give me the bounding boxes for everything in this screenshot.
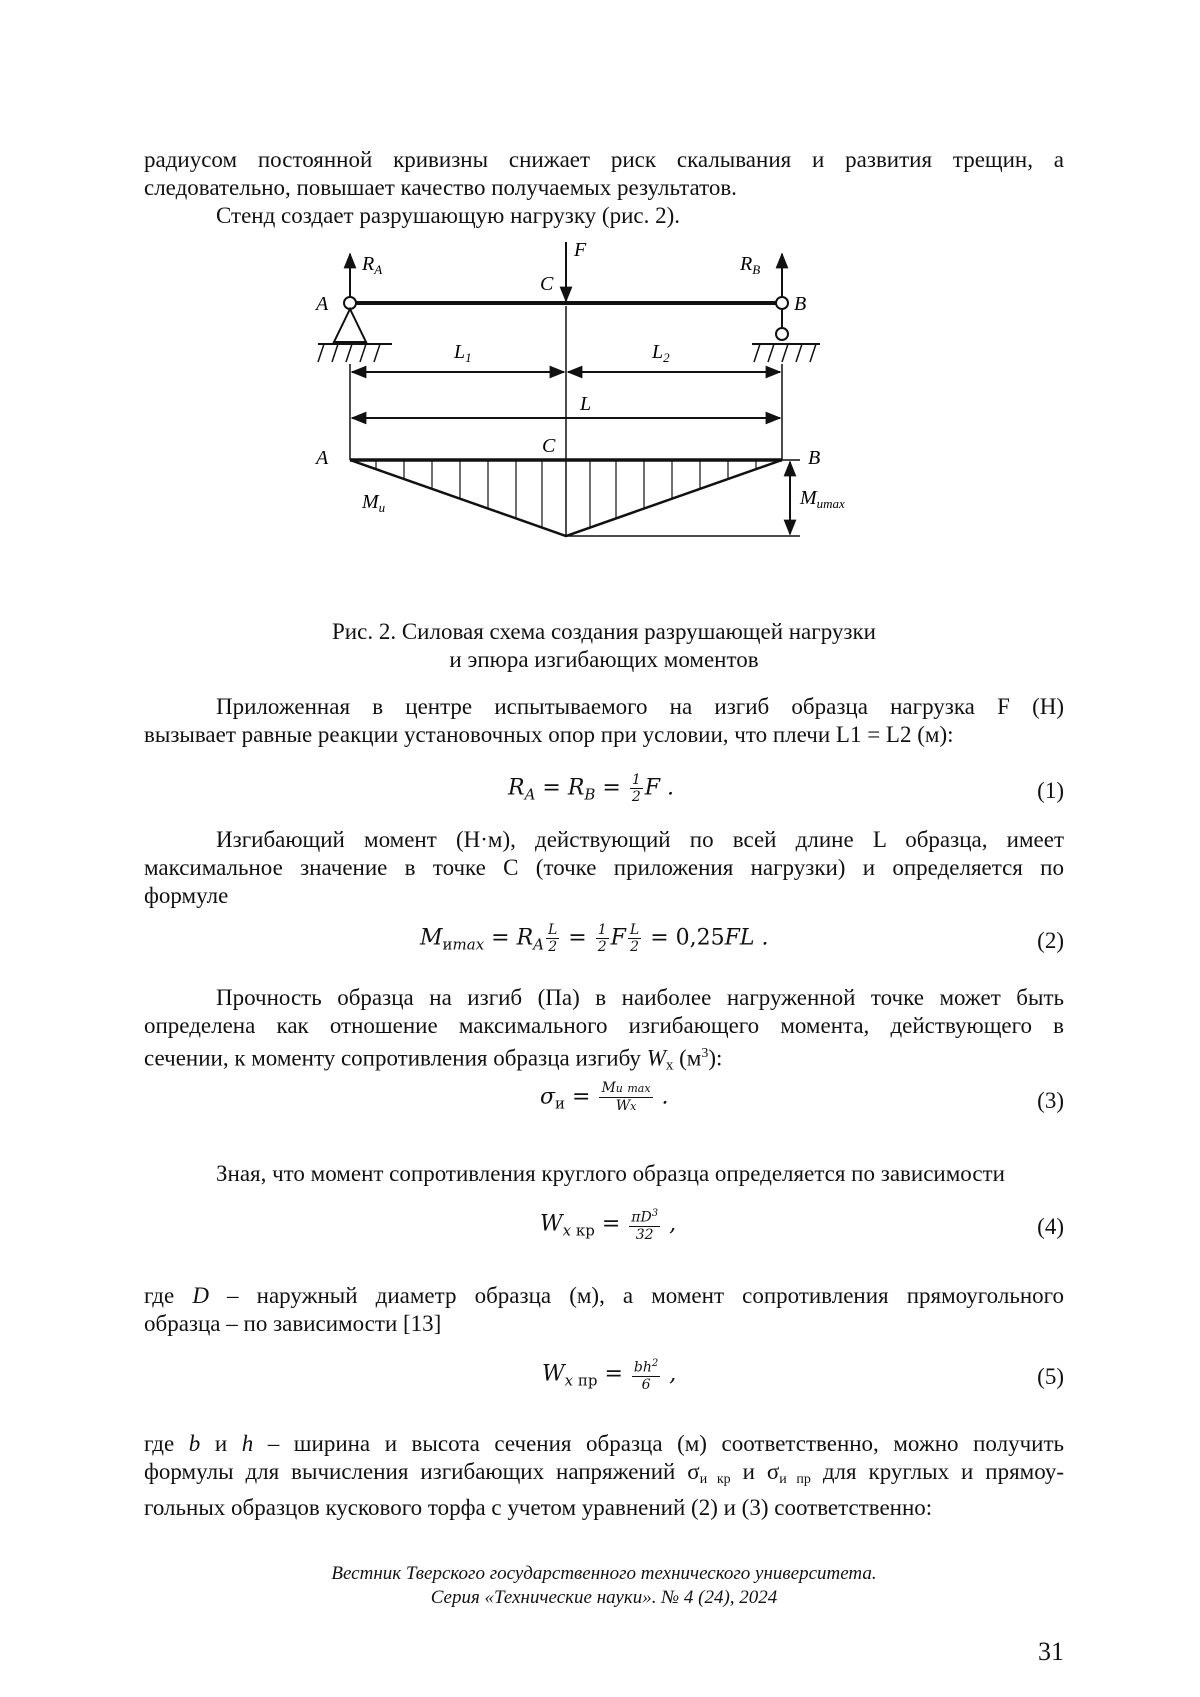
roller-b	[776, 328, 788, 340]
paragraph	[144, 693, 1064, 749]
label-a-bot: A	[316, 447, 329, 469]
caption-line: Рис. 2. Силовая схема создания разрушающей нагрузки	[332, 619, 876, 644]
label-l2: $L_2$	[652, 341, 670, 365]
text-line: формуле	[144, 883, 229, 908]
paragraph	[144, 1282, 1064, 1338]
equation-3	[144, 1080, 1064, 1126]
ground-hatch-a	[318, 344, 380, 362]
text-line: определена как отношение максимального изгибающего момента, действующего в	[144, 1013, 1064, 1038]
figure-caption	[144, 618, 1064, 674]
text-line: где b и h – ширина и высота сечения образца (м) соответственно, можно получить	[144, 1431, 1064, 1456]
equation-4	[144, 1206, 1064, 1252]
label-a-top: A	[316, 293, 329, 315]
equation-number: (3)	[1037, 1088, 1064, 1113]
label-ra: $R_A$	[362, 253, 383, 277]
equation-body: $W_x$ $_{пр}$ = $\frac{bh^2}{6}$ ,	[542, 1358, 677, 1393]
text-line: образца – по зависимости [13]	[144, 1311, 442, 1336]
label-b-top: B	[794, 293, 807, 315]
journal-footer	[144, 1562, 1064, 1610]
equation-body: $R_A = R_B$ = $\frac{1}{2}$ F .	[508, 772, 675, 805]
intro-paragraph	[144, 146, 1064, 230]
footer-line: Серия «Технические науки». № 4 (24), 2024	[430, 1587, 778, 1608]
footer-line: Вестник Тверского государственного технического университета.	[331, 1563, 877, 1584]
label-f: F	[574, 240, 587, 261]
caption-line: и эпюра изгибающих моментов	[449, 647, 759, 672]
equation-number: (5)	[1037, 1364, 1064, 1389]
label-mumax: $M_{иmax}$	[800, 487, 845, 511]
text-line: Прочность образца на изгиб (Па) в наиболее нагруженной точке может быть	[216, 985, 1064, 1010]
pin-b	[776, 297, 788, 309]
paragraph	[144, 1160, 1064, 1188]
paragraph	[144, 984, 1064, 1080]
label-mu: $M_и$	[362, 491, 386, 515]
text-line: формулы для вычисления изгибающих напряжений σи кр и σи пр для круглых и прямоу-	[144, 1459, 1064, 1487]
equation-2	[144, 920, 1064, 966]
text-line: где D – наружный диаметр образца (м), а момент сопротивления прямоугольного	[144, 1283, 1064, 1308]
text-line: вызывает равные реакции установочных опор при условии, что плечи L1 = L2 (м):	[144, 722, 954, 747]
text-line: сечении, к моменту сопротивления образца изгибу Wх $(м^3)$:	[144, 1045, 723, 1074]
text-line: Зная, что момент сопротивления круглого образца определяется по зависимости	[216, 1161, 1005, 1186]
label-c-bot: C	[542, 435, 556, 457]
paragraph	[144, 1430, 1064, 1522]
text-line: радиусом постоянной кривизны снижает риск скалывания и развития трещин, а	[144, 147, 1064, 172]
equation-5	[144, 1356, 1064, 1402]
label-c-top: C	[540, 273, 554, 295]
equation-body: $W_x$ $_{кр}$ = $\frac{\pi D^3}{32}$ ,	[540, 1208, 677, 1243]
text-line: максимальное значение в точке C (точке приложения нагрузки) и определяется по	[144, 855, 1064, 880]
beam-diagram	[300, 240, 900, 610]
text-line: гольных образцов кускового торфа с учетом уравнений (2) и (3) соответственно:	[144, 1495, 933, 1520]
text-line: Приложенная в центре испытываемого на изгиб образца нагрузка F (Н)	[216, 694, 1064, 719]
label-b-bot: B	[808, 447, 821, 469]
label-l1: $L_1$	[454, 341, 472, 365]
text-line: Стенд создает разрушающую нагрузку (рис. 2).	[216, 203, 681, 228]
ground-hatch-b	[754, 344, 816, 362]
equation-number: (4)	[1037, 1214, 1064, 1239]
equation-body: $\sigma_и$ = $\frac{\text{Mи max}}{Wx}$ .	[540, 1080, 669, 1114]
equation-number: (2)	[1037, 928, 1064, 953]
paragraph	[144, 826, 1064, 910]
label-l: L	[580, 393, 592, 415]
equation-number: (1)	[1037, 778, 1064, 803]
text-line: следовательно, повышает качество получаемых результатов.	[144, 175, 737, 200]
equation-body: $M_{иmax} = R_A$ $\frac{L}{2}$ = $\frac{1}{2}$ F $\frac{L}{2}$ = 0,25FL .	[420, 922, 769, 955]
label-rb: $R_B$	[740, 253, 761, 277]
page-number: 31	[1038, 1637, 1064, 1666]
support-a	[334, 309, 366, 342]
text-line: Изгибающий момент (Н·м), действующий по всей длине L образца, имеет	[216, 827, 1064, 852]
equation-1	[144, 770, 1064, 816]
